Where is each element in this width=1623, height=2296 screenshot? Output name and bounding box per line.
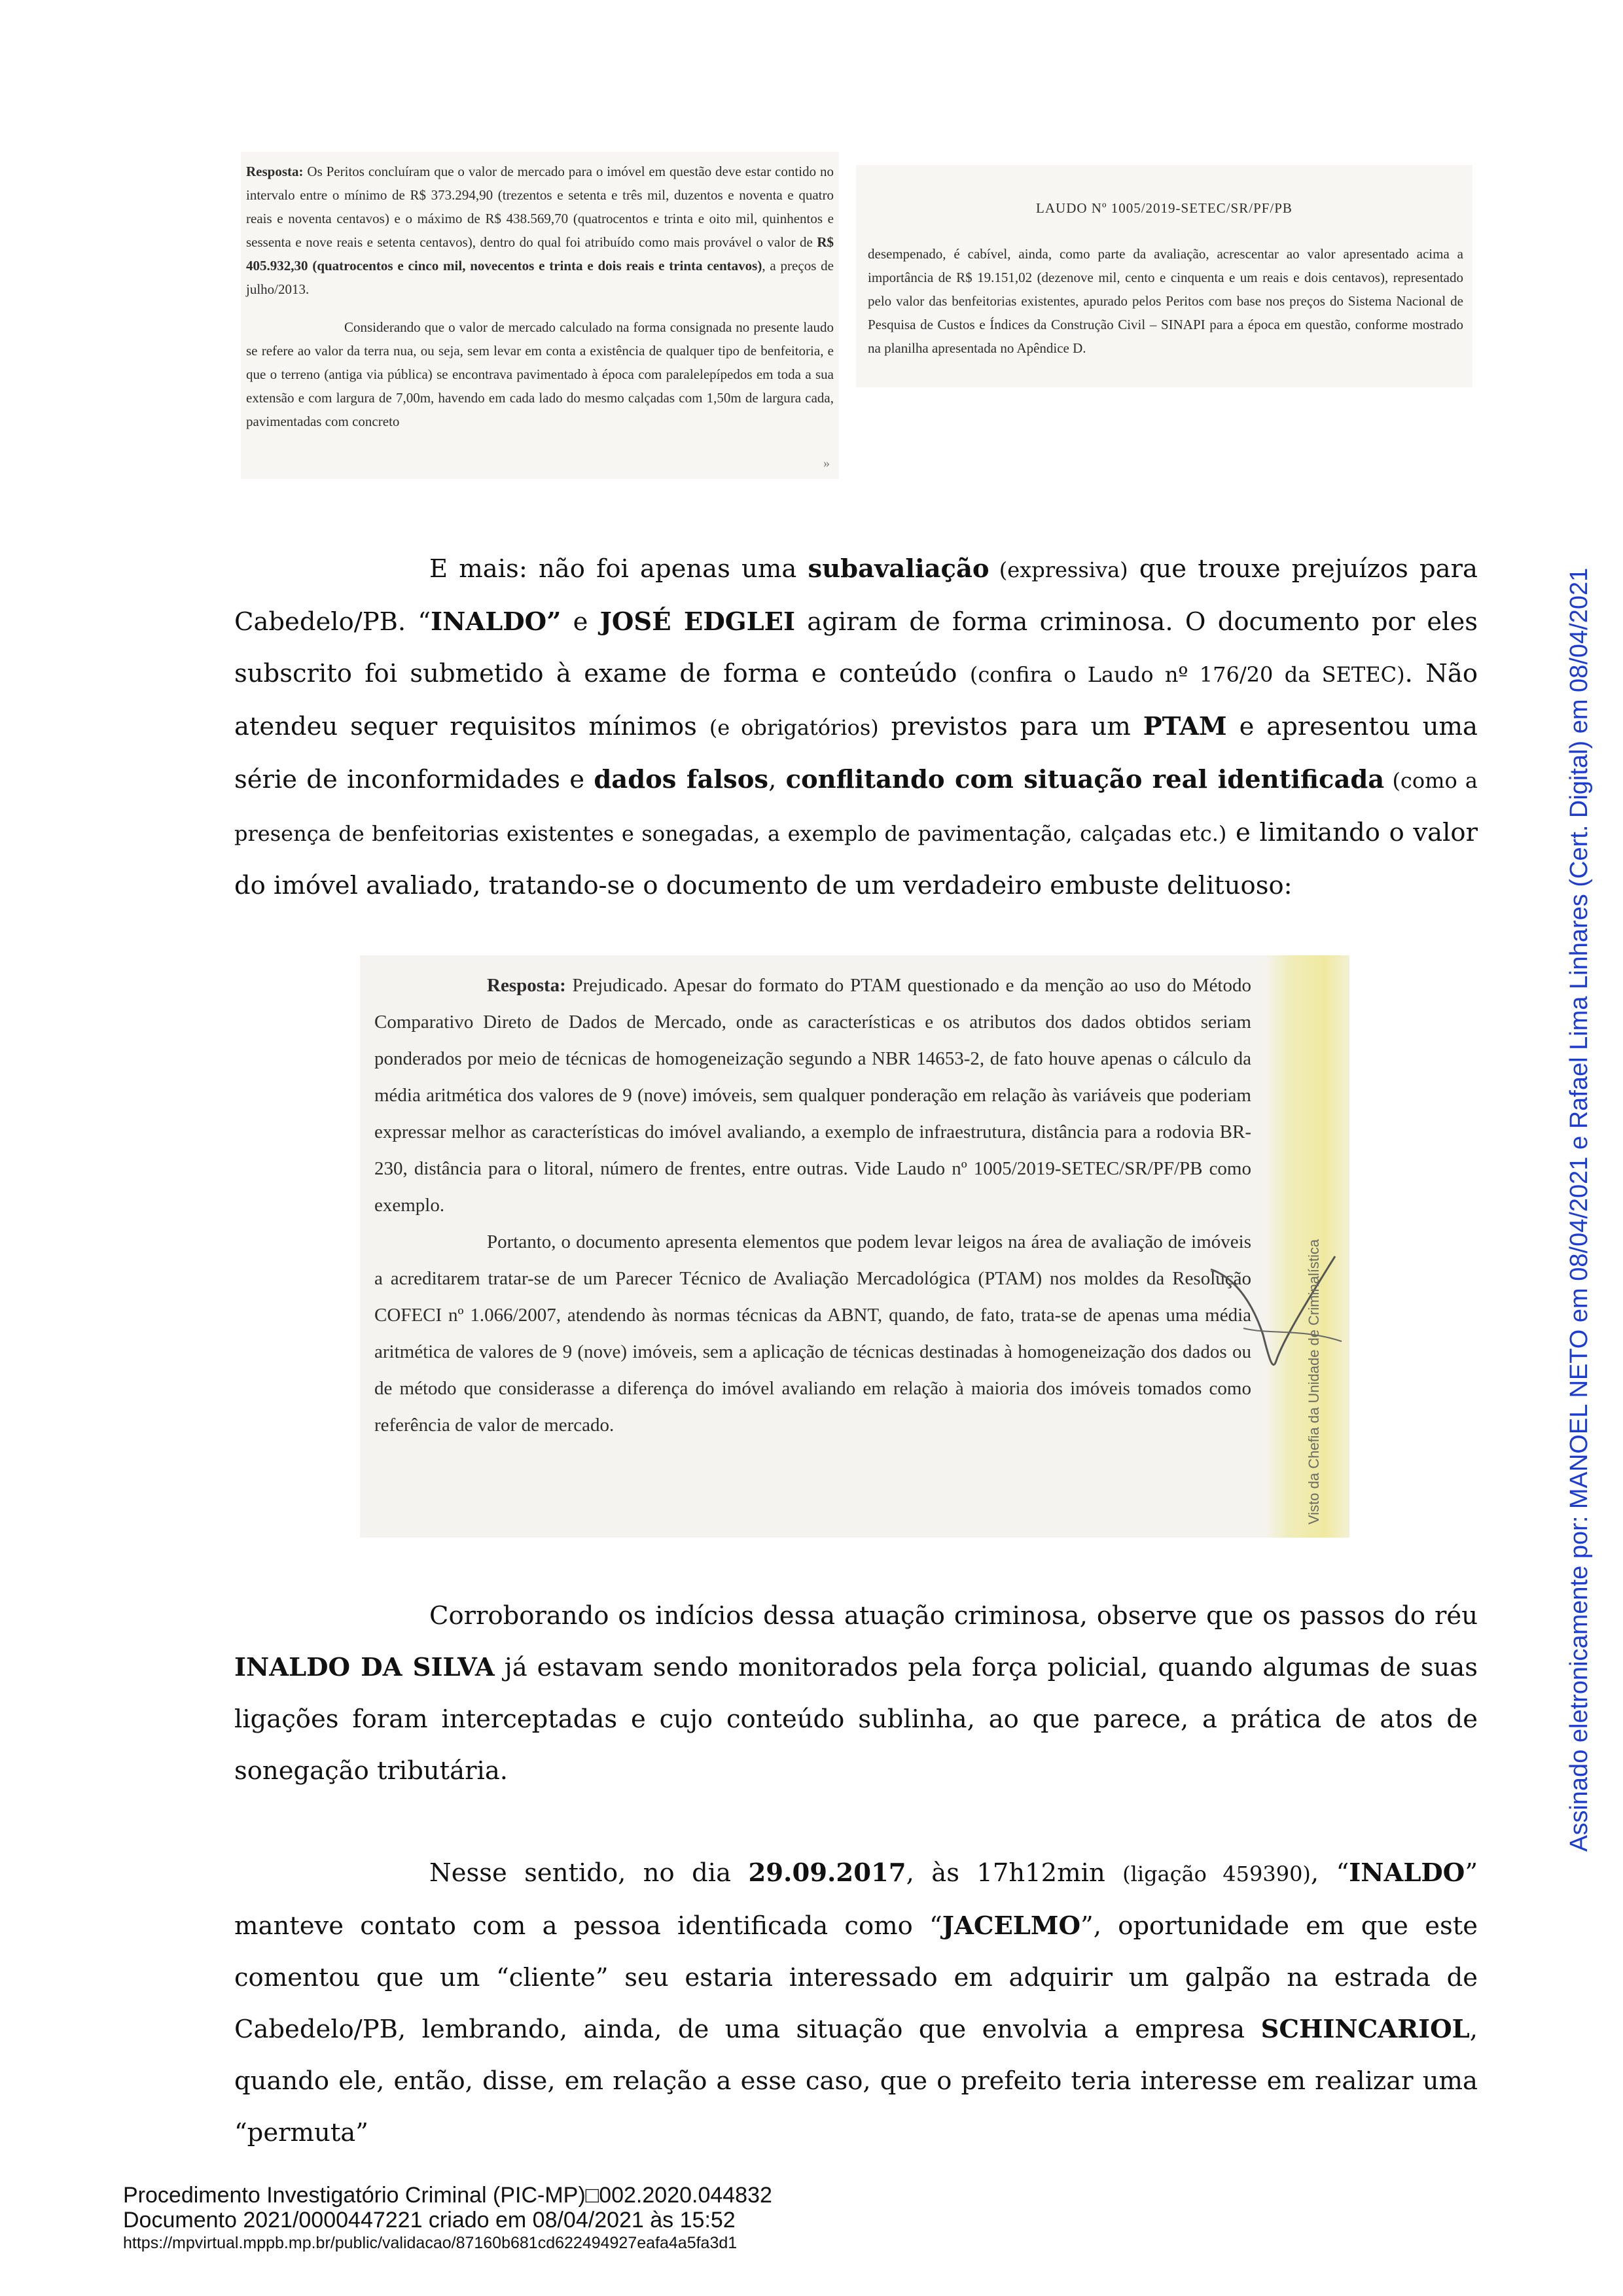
scan1-text-end: , a preços de julho/2013. xyxy=(246,258,834,297)
scan3-paragraph-2: Portanto, o documento apresenta elementos que podem levar leigos na área de avaliação de imóveis a acreditarem tratar-se de um Parecer Técnico de Avaliação Mercadológica (PTAM) nos moldes da Resolução COFECI nº 1.066/2007, atendendo às normas técnicas da ABNT, quando, de fato, trata-se de apenas uma média aritmética de valores de 9 (nove) imóveis, sem a aplicação de técnicas destinadas à homogeneização dos dados ou de método que considerasse a diferença do imóvel avaliando em relação à maioria dos imóveis tomados como referência de valor de mercado. xyxy=(374,1231,1251,1436)
footer-validation-link[interactable]: https://mpvirtual.mppb.mp.br/public/validacao/87160b681cd622494927eafa4a5fa3d1 xyxy=(123,2234,738,2252)
scan1-value: R$ 405.932,30 (quatrocentos e cinco mil, novecentos e trinta e dois reais e trinta centavos) xyxy=(246,234,834,274)
scan3-label: Resposta: xyxy=(487,975,566,996)
scan2-header: LAUDO Nº 1005/2019-SETEC/SR/PF/PB xyxy=(1036,200,1293,216)
chefia-stamp-text: Visto da Chefia da Unidade de Criminalística xyxy=(1306,1239,1322,1525)
scanned-excerpt-laudo-right xyxy=(856,165,1472,387)
scan1-label: Resposta: xyxy=(246,164,304,179)
document-footer xyxy=(123,2183,772,2253)
scan1-text: Os Peritos concluíram que o valor de mercado para o imóvel em questão deve estar contido no intervalo entre o mínimo de R$ 373.294,90 (trezentos e setenta e três mil, duzentos e noventa e quatro reais e noventa centavos) e o máximo de R$ 438.569,70 (quatrocentos e trinta e oito mil, quinhentos e sessenta e nove reais e setenta centavos), dentro do qual foi atribuído como mais provável o valor de xyxy=(246,164,834,250)
body-paragraph-2: Corroborando os indícios dessa atuação criminosa, observe que os passos do réu INALDO DA SILVA já estavam sendo monitorados pela força policial, quando algumas de suas ligações foram interceptadas e cujo conteúdo sublinha, ao que parece, a prática de atos de sonegação tributária. xyxy=(234,1601,1478,1786)
scan-mark: » xyxy=(823,456,830,470)
scan3-text: Prejudicado. Apesar do formato do PTAM questionado e da menção ao uso do Método Comparativo Direto de Dados de Mercado, onde as características e os atributos dos dados obtidos seriam ponderados por meio de técnicas de homogeneização segundo a NBR 14653-2, de fato houve apenas o cálculo da média aritmética dos valores de 9 (nove) imóveis, sem qualquer ponderação em relação às variáveis que poderiam expressar melhor as características do imóvel avaliando, a exemplo de infraestrutura, distância para a rodovia BR-230, distância para o litoral, número de frentes, entre outras. Vide Laudo nº 1005/2019-SETEC/SR/PF/PB como exemplo. xyxy=(374,975,1251,1216)
scan1-paragraph-2: Considerando que o valor de mercado calculado na forma consignada no presente laudo se refere ao valor da terra nua, ou seja, sem levar em conta a existência de qualquer tipo de benfeitoria, e que o terreno (antiga via pública) se encontrava pavimentado à época com paralelepípedos em toda a sua extensão e com largura de 7,00m, havendo em cada lado do mesmo calçadas com 1,50m de largura cada, pavimentadas com concreto xyxy=(246,319,834,429)
footer-document-id: Documento 2021/0000447221 criado em 08/04/2021 às 15:52 xyxy=(123,2208,736,2233)
footer-procedure: Procedimento Investigatório Criminal (PIC-MP)□002.2020.044832 xyxy=(123,2183,772,2208)
scan1-paragraph-1 xyxy=(246,160,834,301)
scanned-excerpt-laudo-left xyxy=(241,152,839,479)
scanned-excerpt-resposta xyxy=(360,955,1349,1538)
electronic-signature-note: Assinado eletronicamente por: MANOEL NETO em 08/04/2021 e Rafael Lima Linhares (Cert. Digital) em 08/04/2021 xyxy=(1565,567,1593,1852)
body-paragraph-3: Nesse sentido, no dia 29.09.2017, às 17h12min (ligação 459390), “INALDO” manteve contato com a pessoa identificada como “JACELMO”, oportunidade em que este comentou que um “cliente” seu estaria interessado em adquirir um galpão na estrada de Cabedelo/PB, lembrando, ainda, de uma situação que envolvia a empresa SCHINCARIOL, quando ele, então, disse, em relação a esse caso, que o prefeito teria interesse em realizar uma “permuta” xyxy=(234,1858,1478,2147)
scan2-paragraph: desempenado, é cabível, ainda, como parte da avaliação, acrescentar ao valor apresentado acima a importância de R$ 19.151,02 (dezenove mil, cento e cinquenta e um reais e dois centavos), representado pelo valor das benfeitorias existentes, apurado pelos Peritos com base nos preços do Sistema Nacional de Pesquisa de Custos e Índices da Construção Civil – SINAPI para a época em questão, conforme mostrado na planilha apresentada no Apêndice D. xyxy=(868,246,1463,356)
body-paragraph-1: E mais: não foi apenas uma subavaliação (expressiva) que trouxe prejuízos para Cabedelo/PB. “INALDO” e JOSÉ EDGLEI agiram de forma criminosa. O documento por eles subscrito foi submetido à exame de forma e conteúdo (confira o Laudo nº 176/20 da SETEC). Não atendeu sequer requisitos mínimos (e obrigatórios) previstos para um PTAM e apresentou uma série de inconformidades e dados falsos, conflitando com situação real identificada (como a presença de benfeitorias existentes e sonegadas, a exemplo de pavimentação, calçadas etc.) e limitando o valor do imóvel avaliado, tratando-se o documento de um verdadeiro embuste delituoso: xyxy=(234,554,1478,900)
scan3-paragraph-1 xyxy=(374,967,1251,1224)
